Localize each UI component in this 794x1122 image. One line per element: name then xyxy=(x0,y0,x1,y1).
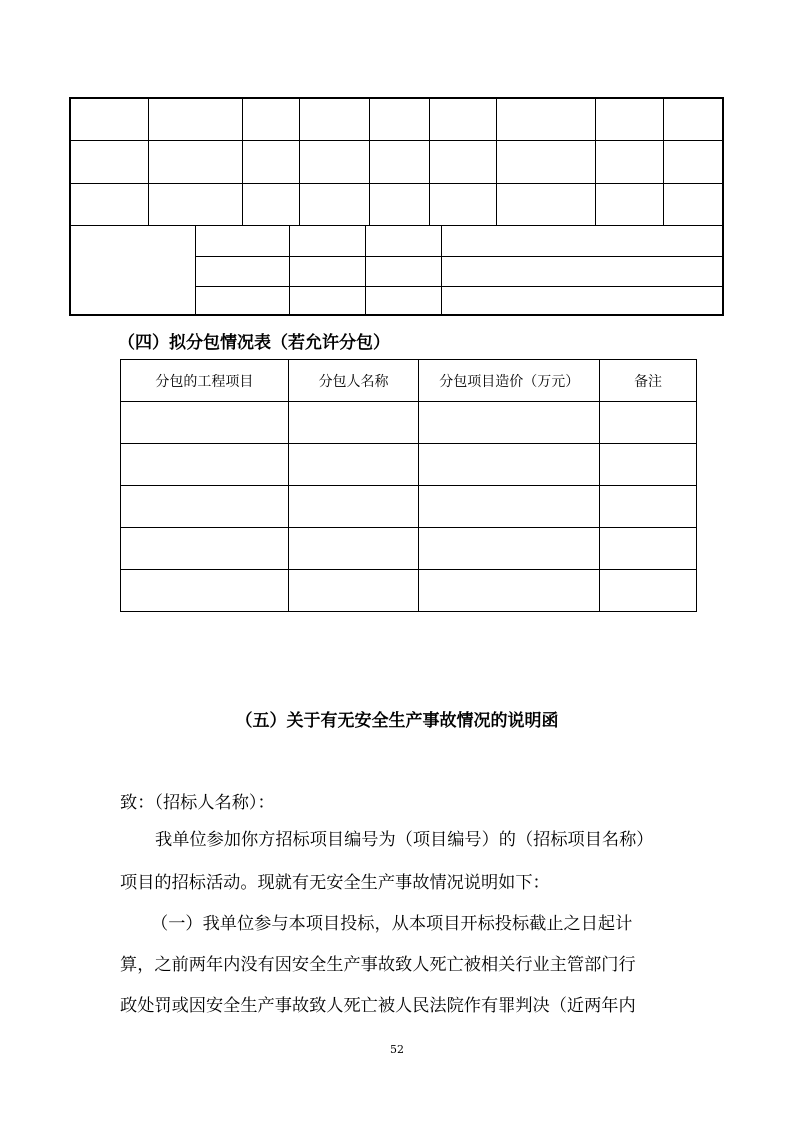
header-remarks: 备注 xyxy=(600,360,697,402)
table-header-row xyxy=(121,360,697,402)
section-4-title: （四）拟分包情况表（若允许分包） xyxy=(118,333,390,353)
body-line-1: 我单位参加你方招标项目编号为（项目编号）的（招标项目名称） xyxy=(155,830,654,850)
body-line-5: 政处罚或因安全生产事故致人死亡被人民法院作有罪判决（近两年内 xyxy=(120,996,636,1016)
blank-table-top xyxy=(69,97,724,316)
header-subcontract-item: 分包的工程项目 xyxy=(121,360,289,402)
body-line-4: 算，之前两年内没有因安全生产事故致人死亡被相关行业主管部门行 xyxy=(120,955,636,975)
section-5-title: （五）关于有无安全生产事故情况的说明函 xyxy=(235,711,559,731)
body-line-3: （一）我单位参与本项目投标，从本项目开标投标截止之日起计 xyxy=(151,914,633,934)
table-row xyxy=(121,444,697,486)
subcontract-table xyxy=(120,359,697,612)
page-number: 52 xyxy=(390,1043,404,1056)
header-subcontract-cost: 分包项目造价（万元） xyxy=(419,360,600,402)
table-row xyxy=(121,402,697,444)
table-row xyxy=(121,486,697,528)
header-subcontractor-name: 分包人名称 xyxy=(288,360,419,402)
salutation: 致：（招标人名称）： xyxy=(120,793,275,813)
table-row xyxy=(121,528,697,570)
table-row xyxy=(121,570,697,612)
body-line-2: 项目的招标活动。现就有无安全生产事故情况说明如下： xyxy=(120,873,550,893)
